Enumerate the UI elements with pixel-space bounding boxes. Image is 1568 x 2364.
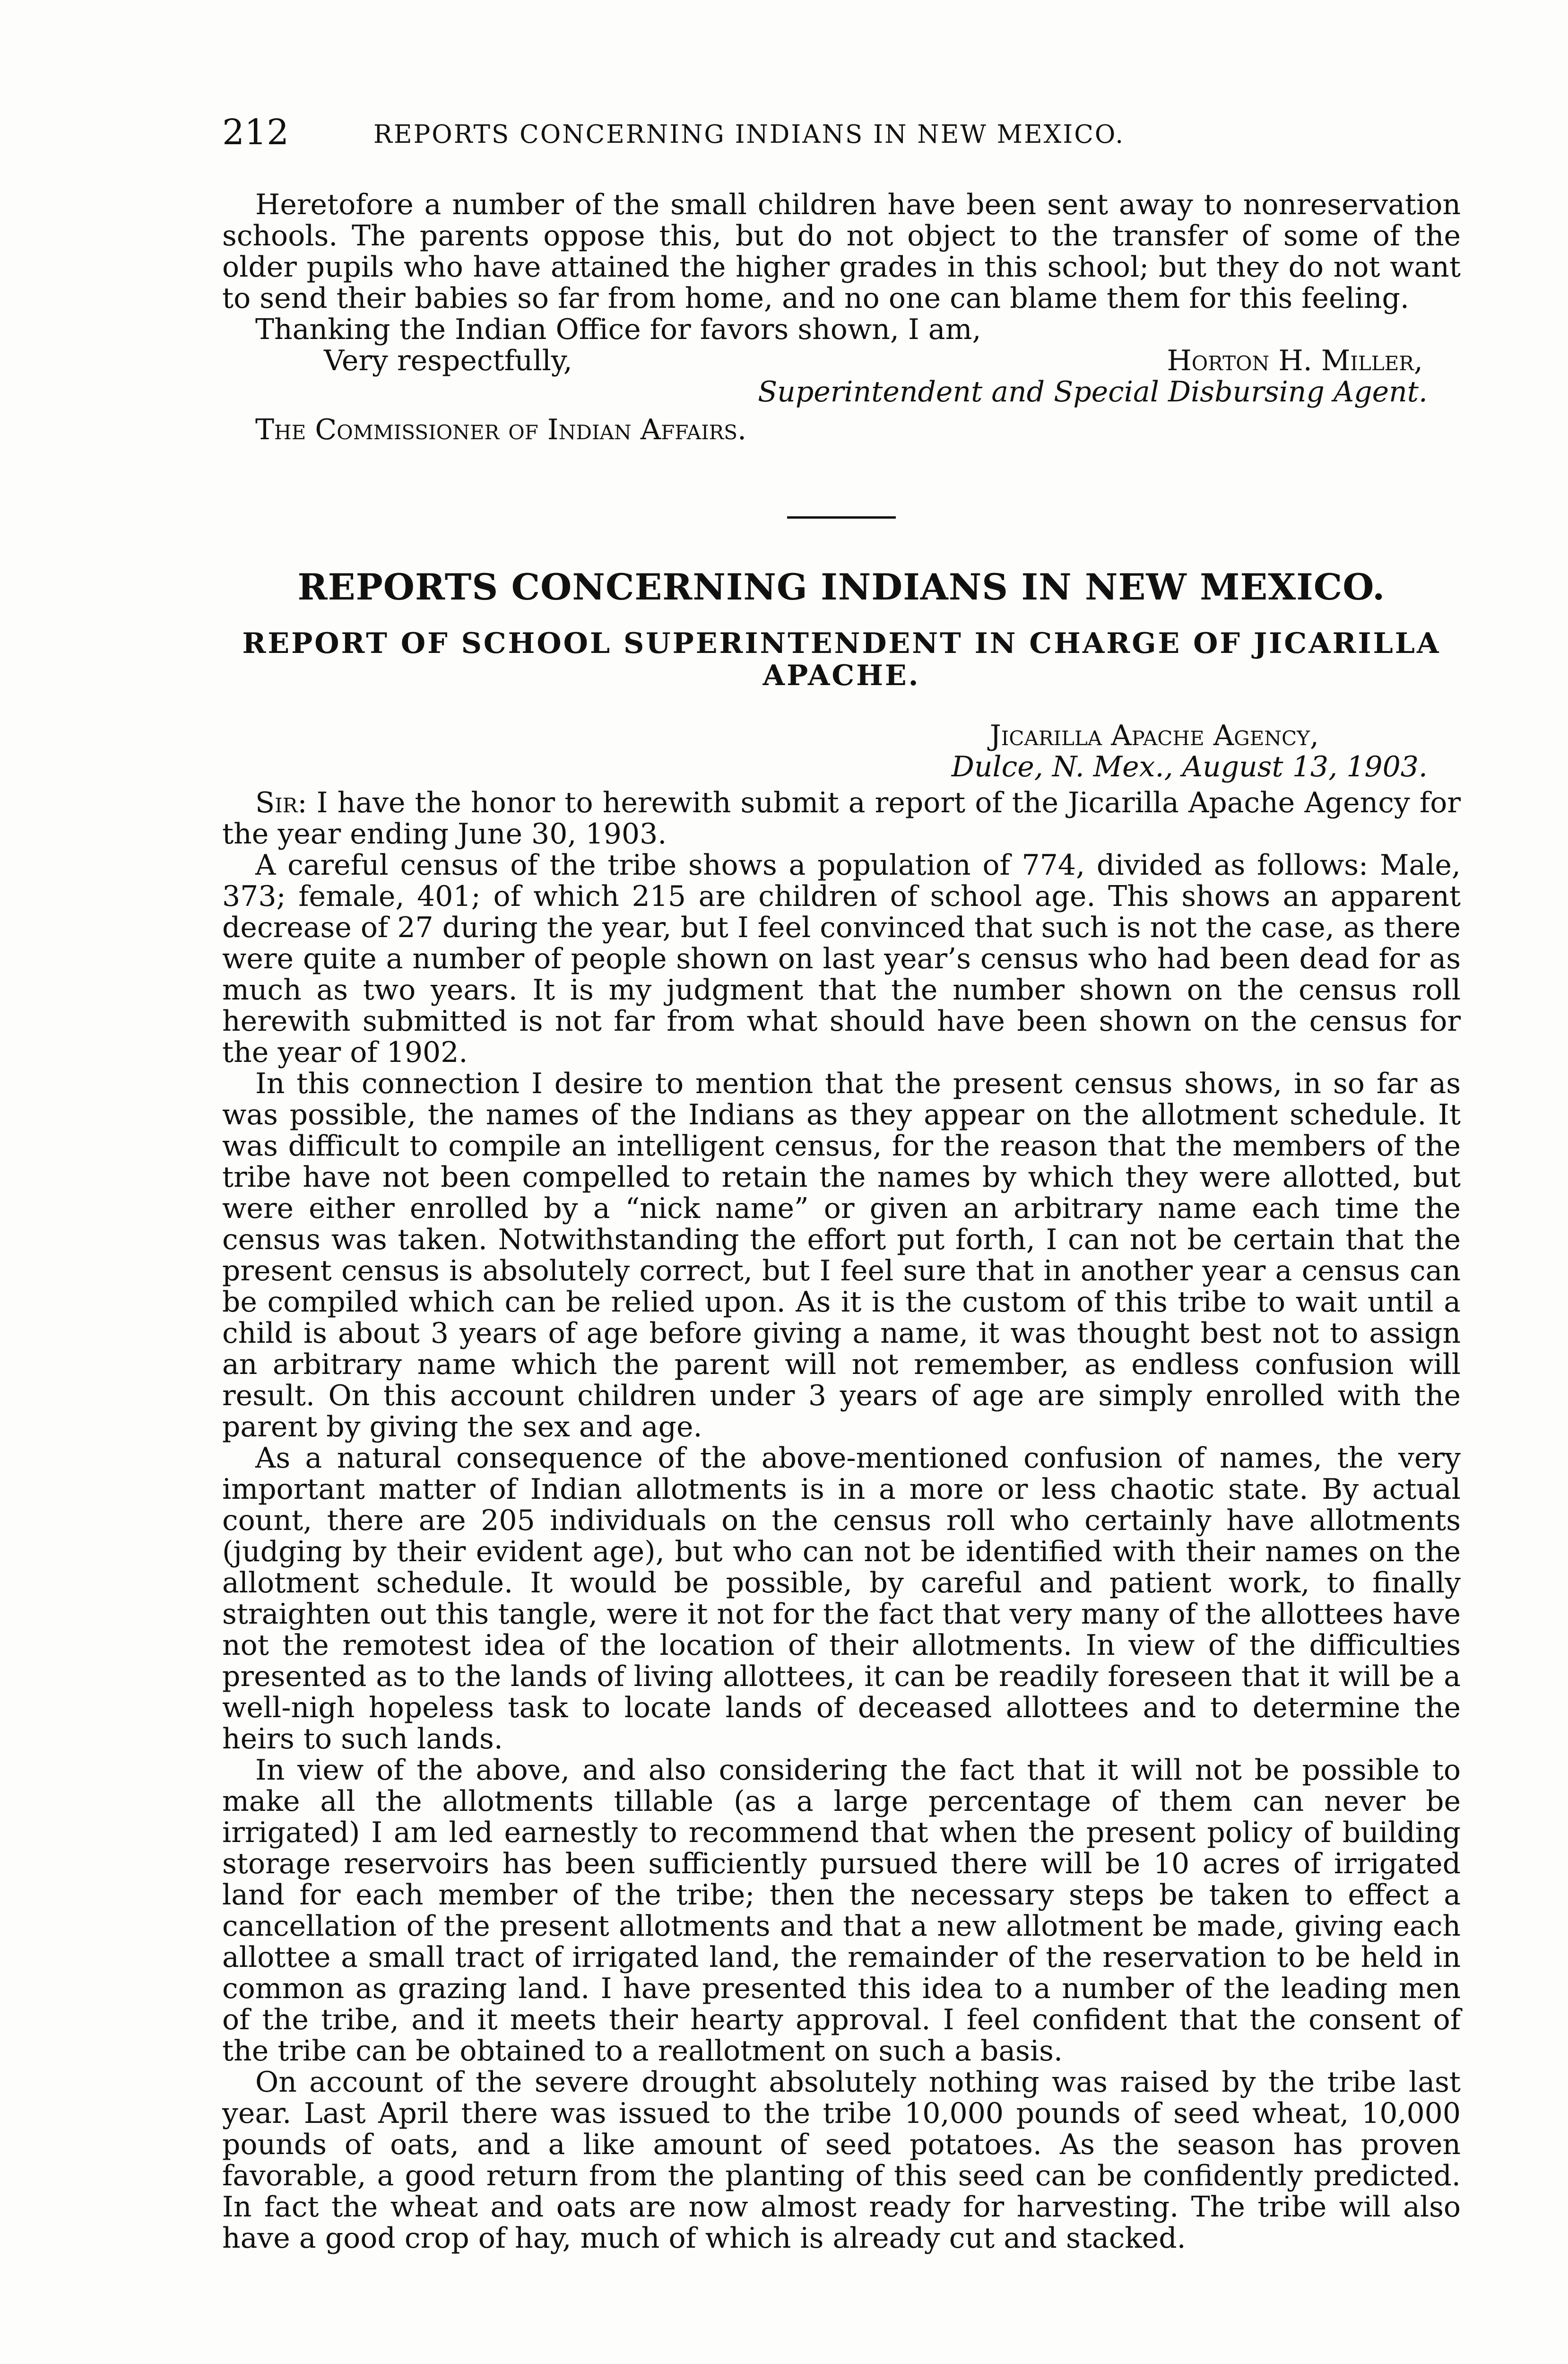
section-divider <box>787 516 896 519</box>
page-body <box>222 189 1461 2254</box>
signature-row <box>222 345 1461 376</box>
report-paragraph-1 <box>222 787 1461 850</box>
complimentary-close: Very respectfully, <box>324 344 572 377</box>
salutation: Sir: <box>255 786 307 819</box>
report-subheading: REPORT OF SCHOOL SUPERINTENDENT IN CHARGE OF JICARILLA APACHE. <box>242 627 1441 692</box>
report-paragraph-2: A careful census of the tribe shows a population of 774, divided as follows: Male, 373; female, 401; of which 215 are children of school age. This shows an apparent decrease of 27 during the year, but I feel convinced that such is not the case, as there were quite a number of people shown on last year’s census who had been dead for as much as two years. It is my judgment that the number shown on the census roll herewith submitted is not far from what should have been shown on the census for the year of 1902. <box>222 849 1461 1069</box>
agency-name: Jicarilla Apache Agency, <box>989 719 1319 752</box>
report-paragraph-5: In view of the above, and also considering the fact that it will not be possible to make all the allotments tillable (as a large percentage of them can never be irrigated) I am led earnestly to recommend that when the present policy of building storage reservoirs has been sufficiently pursued there will be 10 acres of irrigated land for each member of the tribe; then the necessary steps be taken to effect a cancellation of the present allotments and that a new allotment be made, giving each allottee a small tract of irrigated land, the remainder of the reservation to be held in common as grazing land. I have presented this idea to a number of the leading men of the tribe, and it meets their hearty approval. I feel confident that the consent of the tribe can be obtained to a reallotment on such a basis. <box>222 1754 1461 2068</box>
paragraph-text: I have the honor to herewith submit a report of the Jicarilla Apache Agency for the year ending June 30, 1903. <box>222 786 1461 851</box>
page-header <box>222 111 1461 154</box>
dateline: Dulce, N. Mex., August 13, 1903. <box>951 750 1428 783</box>
report-paragraph-3: In this connection I desire to mention that the present census shows, in so far as was possible, the names of the Indians as they appear on the allotment schedule. It was difficult to compile an intelligent census, for the reason that the members of the tribe have not been compelled to retain the names by which they were allotted, but were either enrolled by a “nick name” or given an arbitrary name each time the census was taken. Notwithstanding the effort put forth, I can not be certain that the present census is absolutely correct, but I feel sure that in another year a census can be compiled which can be relied upon. As it is the custom of this tribe to wait until a child is about 3 years of age before giving a name, it was thought best not to assign an arbitrary name which the parent will not remember, as endless confusion will result. On this account children under 3 years of age are simply enrolled with the parent by giving the sex and age. <box>222 1067 1461 1443</box>
closing-paragraph: Heretofore a number of the small children have been sent away to nonreservation schools. The parents oppose this, but do not object to the transfer of some of the older pupils who have attained the higher grades in this school; but they do not want to send their babies so far from home, and no one can blame them for this feeling. <box>222 188 1461 315</box>
previous-report-closing <box>222 189 1461 445</box>
signer-title: Superintendent and Special Disbursing Agent. <box>758 375 1428 408</box>
report-paragraph-4: As a natural consequence of the above-mentioned confusion of names, the very important matter of Indian allotments is in a more or less chaotic state. By actual count, there are 205 individuals on the census roll who certainly have allotments (judging by their evident age), but who can not be identified with their names on the allotment schedule. It would be possible, by careful and patient work, to finally straighten out this tangle, were it not for the fact that very many of the allottees have not the remotest idea of the location of their allotments. In view of the difficulties presented as to the lands of living allottees, it can be readily foreseen that it will be a well-nigh hopeless task to locate lands of deceased allottees and to determine the heirs to such lands. <box>222 1442 1461 1756</box>
addressee: The Commissioner of Indian Affairs. <box>255 413 747 446</box>
signer-name: Horton H. Miller, <box>1167 344 1423 377</box>
section-heading: REPORTS CONCERNING INDIANS IN NEW MEXICO. <box>297 566 1386 608</box>
page-number: 212 <box>222 112 289 153</box>
thanks-line: Thanking the Indian Office for favors shown, I am, <box>255 313 981 346</box>
report-paragraph-6: On account of the severe drought absolutely nothing was raised by the tribe last year. Last April there was issued to the tribe 10,000 pounds of seed wheat, 10,000 pounds of oats, and a like amount of seed potatoes. As the season has proven favorable, a good return from the planting of this seed can be confidently predicted. In fact the wheat and oats are now almost ready for harvesting. The tribe will also have a good crop of hay, much of which is already cut and stacked. <box>222 2066 1461 2255</box>
running-head: REPORTS CONCERNING INDIANS IN NEW MEXICO. <box>373 120 1125 149</box>
